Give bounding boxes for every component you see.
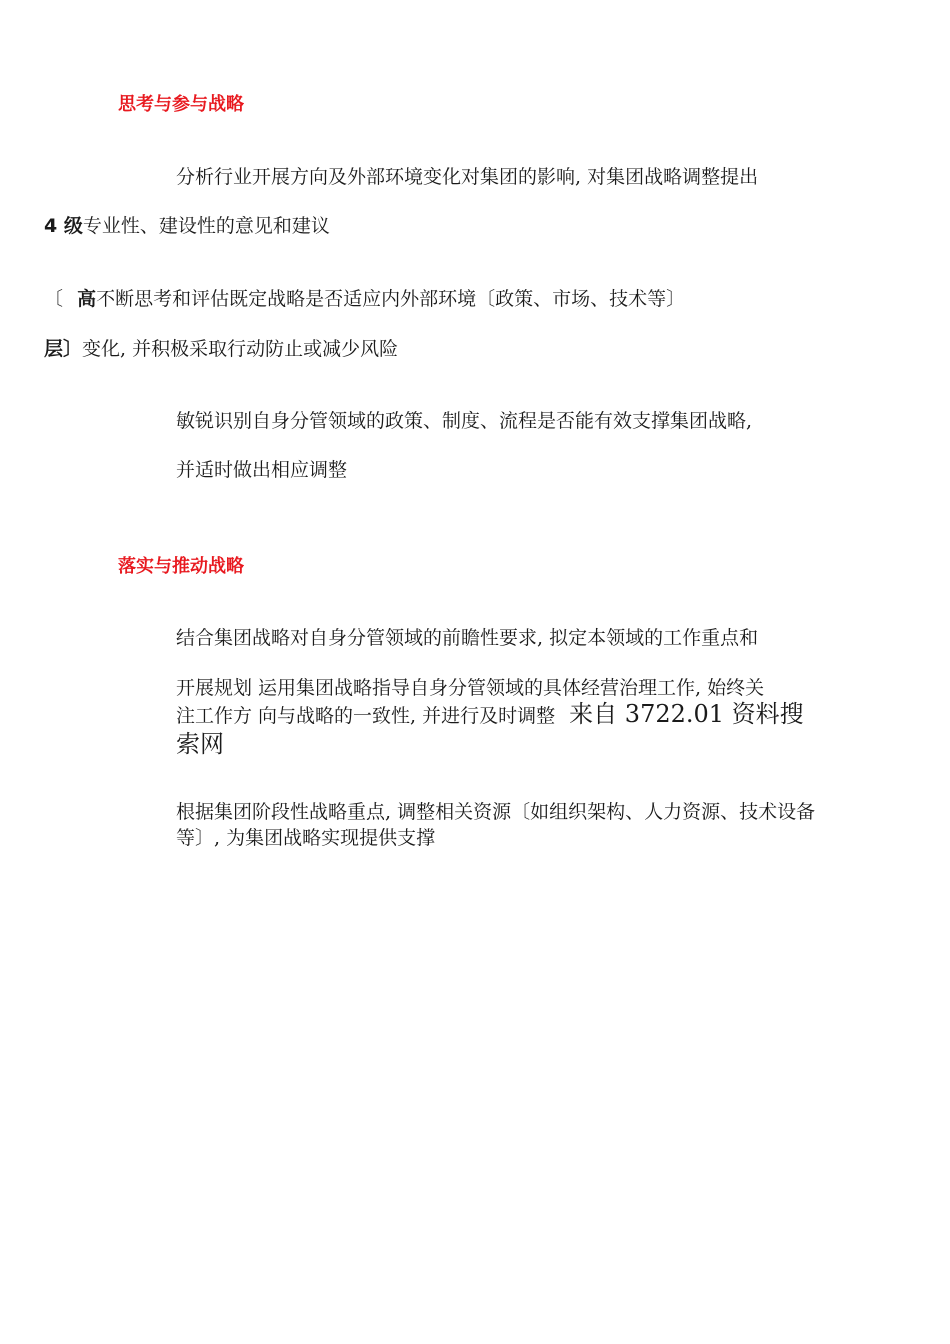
level-label: 4 级 xyxy=(44,215,83,237)
paragraph-analyze-line2: 专业性、建设性的意见和建议 xyxy=(82,215,330,237)
layer-row xyxy=(44,336,398,362)
paragraph-apply-line1: 开展规划 运用集团战略指导自身分管领域的具体经营治理工作, 始终关 xyxy=(176,677,765,699)
paragraph-analyze-line1: 分析行业开展方向及外部环境变化对集团的影响, 对集团战略调整提出 xyxy=(176,166,759,188)
layer-label: 层〕 xyxy=(44,338,83,360)
paragraph-identify-line2: 并适时做出相应调整 xyxy=(176,459,348,481)
section-heading-think-participate: 思考与参与战略 xyxy=(118,94,244,115)
paragraph-evaluate-line1: 不断思考和评估既定战略是否适应内外部环境〔政策、市场、技术等〕 xyxy=(96,288,686,310)
bracket-open: 〔 xyxy=(44,288,64,310)
level-row xyxy=(44,213,330,239)
paragraph-resources: 根据集团阶段性战略重点, 调整相关资源〔如组织架构、人力资源、技术设备等〕, 为集团战略实现提供支撑 xyxy=(176,801,816,849)
section-heading-implement-promote: 落实与推动战略 xyxy=(118,556,244,577)
source-watermark-text: 来自 3722.01 资料搜索网 xyxy=(176,700,804,758)
high-row xyxy=(44,286,685,312)
paragraph-evaluate-line2: 变化, 并积极采取行动防止或减少风险 xyxy=(82,338,399,360)
high-label: 高 xyxy=(77,288,97,310)
paragraph-apply-text: 注工作方 向与战略的一致性, 并进行及时调整 xyxy=(176,705,556,727)
paragraph-identify-line1: 敏锐识别自身分管领域的政策、制度、流程是否能有效支撑集团战略, xyxy=(176,410,753,432)
paragraph-combine: 结合集团战略对自身分管领域的前瞻性要求, 拟定本领域的工作重点和 xyxy=(176,627,759,649)
paragraph-apply-line2 xyxy=(176,699,826,759)
